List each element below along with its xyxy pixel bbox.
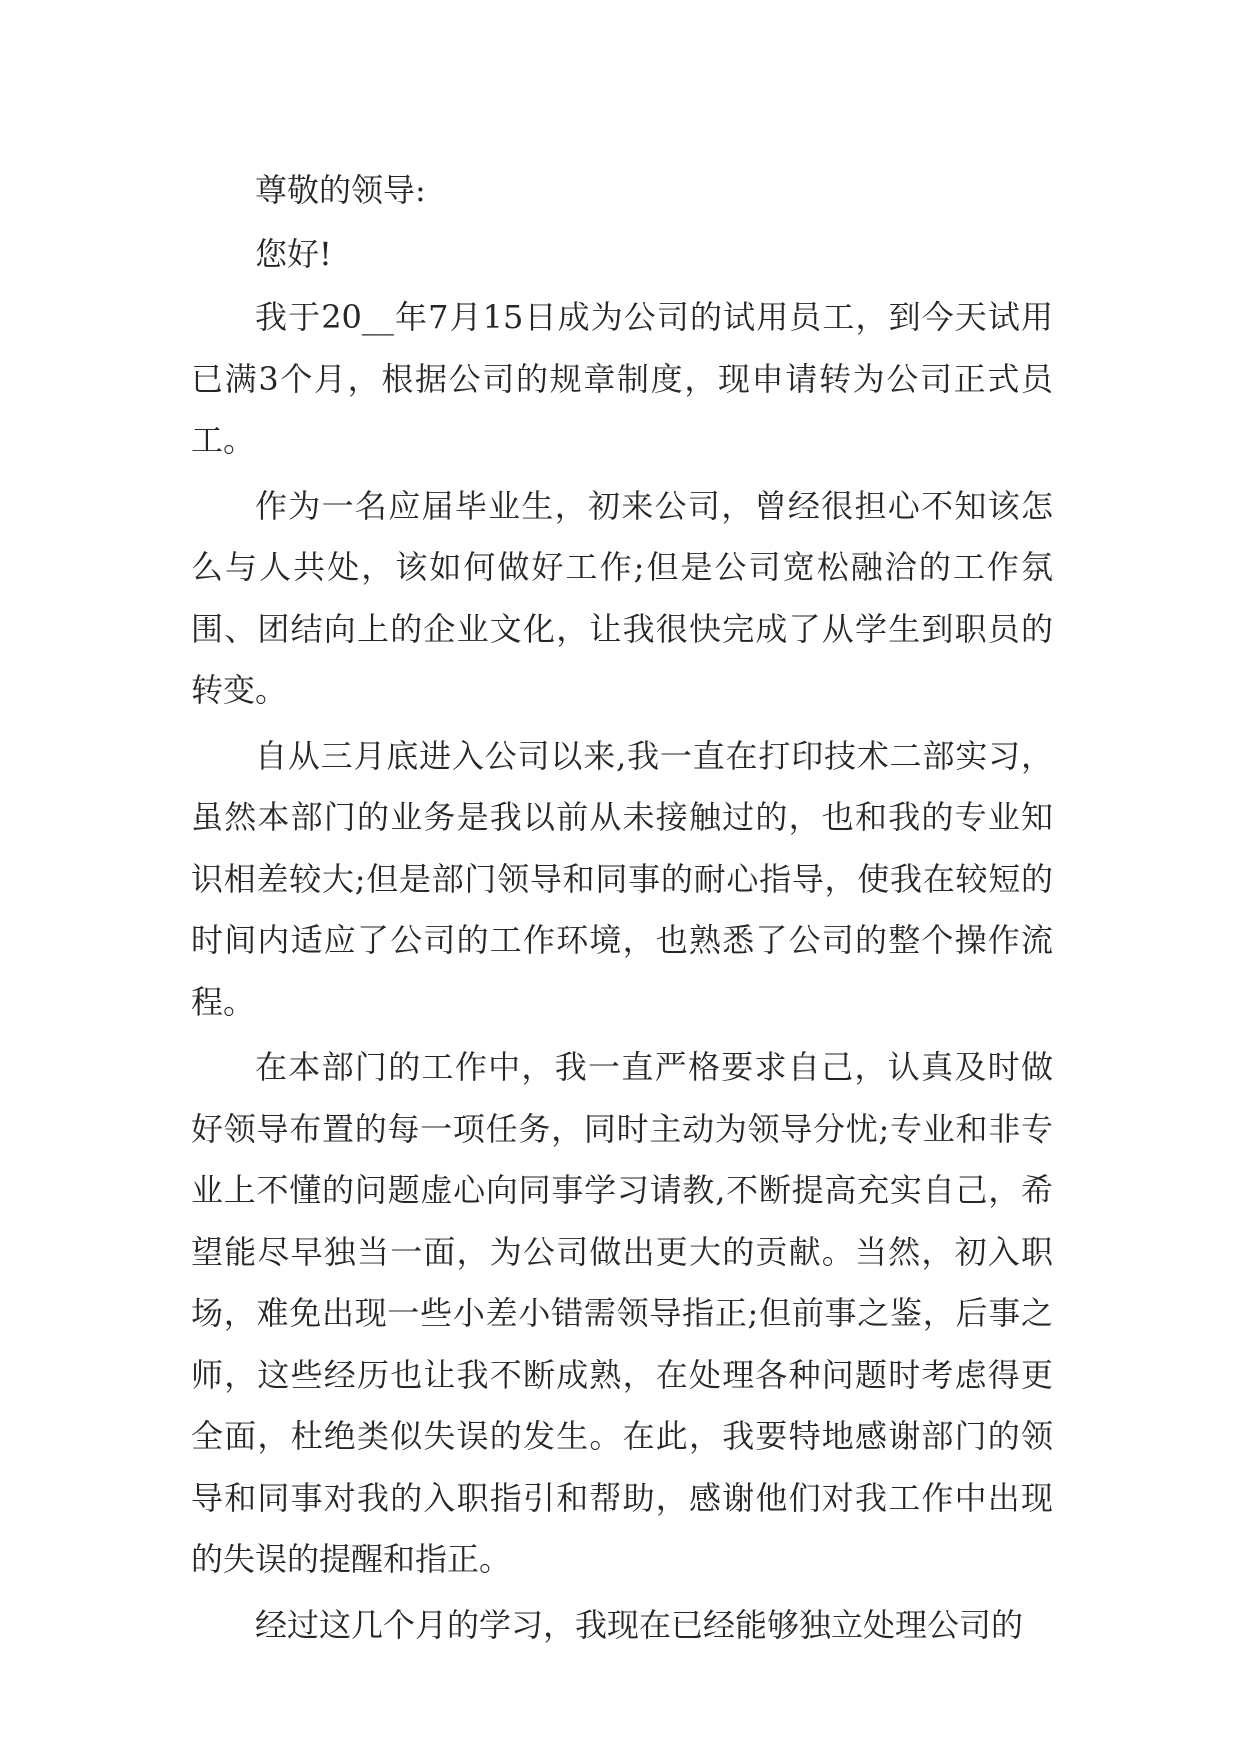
salutation: 尊敬的领导: [255, 171, 426, 209]
letter-body [191, 160, 1053, 1660]
paragraph-adaptation: 作为一名应届毕业生，初来公司，曾经很担心不知该怎么与人共处，该如何做好工作;但是公司宽松融洽的工作氛围、团结向上的企业文化，让我很快完成了从学生到职员的转变。 [191, 486, 1053, 709]
paragraph-work-attitude: 在本部门的工作中，我一直严格要求自己，认真及时做好领导布置的每一项任务，同时主动为领导分忧;专业和非专业上不懂的问题虚心向同事学习请教,不断提高充实自己，希望能尽早独当一面，为公司做出更大的贡献。当然，初入职场，难免出现一些小差小错需领导指正;但前事之鉴，后事之师，这些经历也让我不断成熟，在处理各种问题时考虑得更全面，杜绝类似失误的发生。在此，我要特地感谢部门的领导和同事对我的入职指引和帮助，感谢他们对我工作中出现的失误的提醒和指正。 [191, 1048, 1053, 1578]
greeting: 您好! [255, 234, 332, 273]
paragraph-learning: 经过这几个月的学习，我现在已经能够独立处理公司的 [255, 1605, 1024, 1644]
paragraph-probation: 我于20__年7月15日成为公司的试用员工，到今天试用已满3个月，根据公司的规章制度，现申请转为公司正式员工。 [191, 298, 1053, 459]
paragraph-internship: 自从三月底进入公司以来,我一直在打印技术二部实习，虽然本部门的业务是我以前从未接触过的，也和我的专业知识相差较大;但是部门领导和同事的耐心指导，使我在较短的时间内适应了公司的工作环境，也熟悉了公司的整个操作流程。 [191, 736, 1053, 1021]
